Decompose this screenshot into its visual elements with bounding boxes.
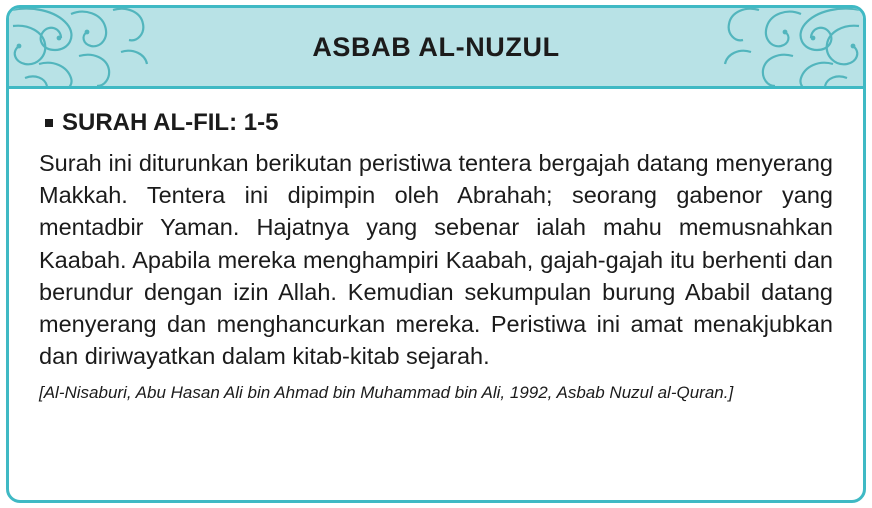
asbab-al-nuzul-card (6, 5, 866, 503)
body-paragraph: Surah ini diturunkan berikutan peristiwa tentera bergajah datang menyerang Makkah. Tentera ini dipimpin oleh Abrahah; seorang gabenor yang mentadbir Yaman. Hajatnya yang sebenar ialah mahu memusnahkan Kaabah. Apabila mereka menghampiri Kaabah, gajah-gajah itu berhenti dan berundur dengan izin Allah. Kemudian sekumpulan burung Ababil datang menyerang dan menghancurkan mereka. Peristiwa ini amat menakjubkan dan diriwayatkan dalam kitab-kitab sejarah. (39, 150, 833, 370)
square-bullet-icon (45, 119, 53, 127)
card-header (9, 8, 863, 89)
arabesque-ornament-right-icon (713, 8, 863, 89)
source-citation: [Al-Nisaburi, Abu Hasan Ali bin Ahmad bin Muhammad bin Ali, 1992, Asbab Nuzul al-Quran.] (39, 383, 734, 403)
surah-subtitle: SURAH AL-FIL: 1-5 (62, 109, 279, 136)
card-title: ASBAB AL-NUZUL (312, 31, 560, 62)
arabesque-ornament-left-icon (9, 8, 159, 89)
card-body (9, 89, 863, 414)
subtitle-row (45, 109, 837, 137)
